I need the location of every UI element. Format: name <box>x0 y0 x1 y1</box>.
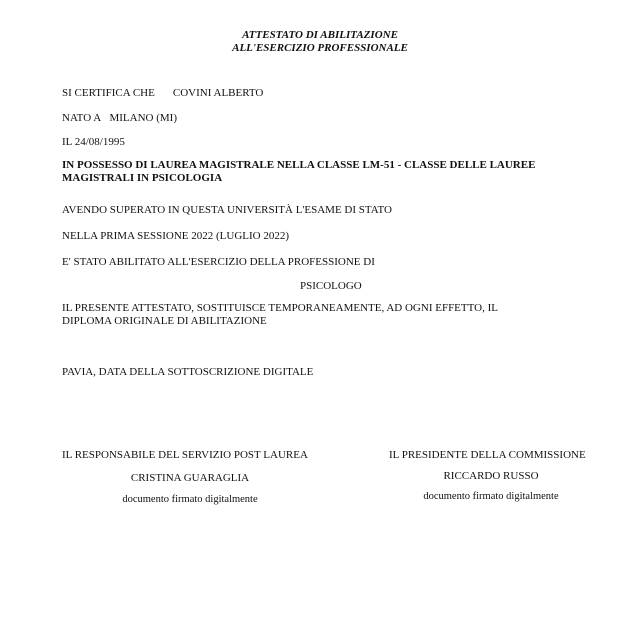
exam-line: AVENDO SUPERATO IN QUESTA UNIVERSITÀ L'ESAME DI STATO <box>62 204 392 216</box>
profession: PSICOLOGO <box>300 280 362 292</box>
qualified-line: E' STATO ABILITATO ALL'ESERCIZIO DELLA PROFESSIONE DI <box>62 256 375 268</box>
certifies-label: SI CERTIFICA CHE <box>62 87 155 99</box>
session-line: NELLA PRIMA SESSIONE 2022 (LUGLIO 2022) <box>62 230 290 242</box>
right-signatory-role: IL PRESIDENTE DELLA COMMISSIONE <box>389 449 586 461</box>
right-digital-signature-note: documento firmato digitalmente <box>423 491 559 502</box>
left-signatory-role: IL RESPONSABILE DEL SERVIZIO POST LAUREA <box>62 449 308 461</box>
degree-line1: IN POSSESSO DI LAUREA MAGISTRALE NELLA CLASSE LM-51 - CLASSE DELLE LAUREE <box>62 159 536 171</box>
holder-name: COVINI ALBERTO <box>172 87 264 99</box>
document-title-line1: ATTESTATO DI ABILITAZIONE <box>242 29 398 41</box>
born-label: NATO A <box>62 112 102 124</box>
birthdate-line: IL 24/08/1995 <box>62 136 125 148</box>
birthplace: MILANO (MI) <box>109 112 177 124</box>
certifies-row <box>62 87 263 100</box>
place-date-line: PAVIA, DATA DELLA SOTTOSCRIZIONE DIGITALE <box>62 366 314 378</box>
substitute-line1: IL PRESENTE ATTESTATO, SOSTITUISCE TEMPORANEAMENTE, AD OGNI EFFETTO, IL <box>62 302 498 314</box>
degree-line2: MAGISTRALI IN PSICOLOGIA <box>62 172 223 184</box>
right-signatory-name: RICCARDO RUSSO <box>443 470 539 482</box>
substitute-line2: DIPLOMA ORIGINALE DI ABILITAZIONE <box>62 315 267 327</box>
left-digital-signature-note: documento firmato digitalmente <box>122 494 258 505</box>
birthplace-row <box>62 112 177 125</box>
document-title-line2: ALL'ESERCIZIO PROFESSIONALE <box>232 42 408 54</box>
left-signatory-name: CRISTINA GUARAGLIA <box>130 472 250 484</box>
